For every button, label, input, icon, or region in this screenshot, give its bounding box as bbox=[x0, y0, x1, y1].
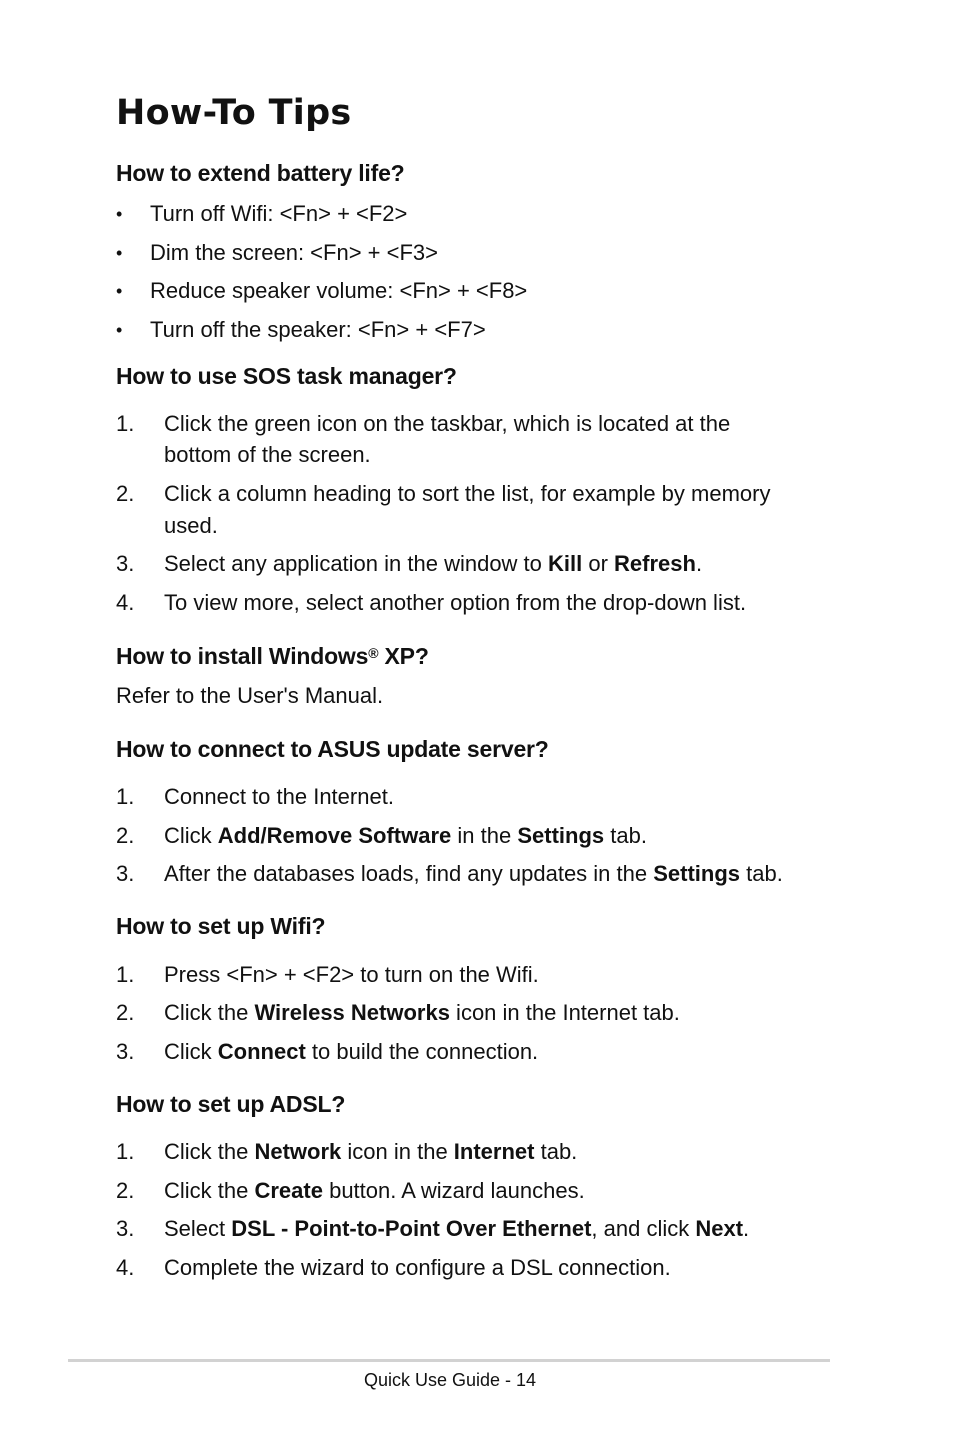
step-number: 2. bbox=[116, 481, 135, 506]
step-number: 2. bbox=[116, 1000, 135, 1025]
step-number: 3. bbox=[116, 1216, 135, 1241]
step-number: 1. bbox=[116, 1139, 135, 1164]
wifi-step-3: Click Connect to build the connection. bbox=[164, 1039, 539, 1064]
asus-step-3: After the databases loads, find any updates in the Settings tab. bbox=[164, 861, 783, 886]
adsl-step-4: Complete the wizard to configure a DSL connection. bbox=[164, 1255, 671, 1280]
step-number: 2. bbox=[116, 823, 135, 848]
sos-step-1-line-1: Click the green icon on the taskbar, which is located at the bbox=[164, 411, 731, 436]
step-number: 1. bbox=[116, 784, 135, 809]
wifi-step-1: Press <Fn> + <F2> to turn on the Wifi. bbox=[164, 962, 539, 987]
wifi-step-2: Click the Wireless Networks icon in the Internet tab. bbox=[164, 1000, 680, 1025]
asus-step-2: Click Add/Remove Software in the Settings tab. bbox=[164, 823, 647, 848]
sos-heading: How to use SOS task manager? bbox=[116, 363, 457, 389]
windows-text: Refer to the User's Manual. bbox=[116, 683, 384, 708]
step-number: 1. bbox=[116, 962, 135, 987]
adsl-step-3: Select DSL - Point-to-Point Over Ethernet, and click Next. bbox=[164, 1216, 750, 1241]
step-number: 4. bbox=[116, 1255, 135, 1280]
bullet-marker: • bbox=[116, 204, 123, 224]
step-number: 3. bbox=[116, 1039, 135, 1064]
bullet-marker: • bbox=[116, 281, 123, 301]
windows-heading: How to install Windows® XP? bbox=[116, 643, 429, 669]
step-number: 3. bbox=[116, 551, 135, 576]
sos-step-1-line-2: bottom of the screen. bbox=[164, 442, 371, 467]
step-number: 2. bbox=[116, 1178, 135, 1203]
asus-step-1: Connect to the Internet. bbox=[164, 784, 394, 809]
battery-tip-wifi: Turn off Wifi: <Fn> + <F2> bbox=[150, 201, 408, 226]
battery-heading: How to extend battery life? bbox=[116, 160, 405, 186]
adsl-step-1: Click the Network icon in the Internet tab. bbox=[164, 1139, 578, 1164]
step-number: 1. bbox=[116, 411, 135, 436]
bullet-marker: • bbox=[116, 320, 123, 340]
step-number: 3. bbox=[116, 861, 135, 886]
sos-step-4: To view more, select another option from the drop-down list. bbox=[164, 590, 747, 615]
kill-label: Kill bbox=[548, 551, 583, 576]
battery-tip-screen: Dim the screen: <Fn> + <F3> bbox=[150, 240, 438, 265]
sos-step-2-line-1: Click a column heading to sort the list, for example by memory bbox=[164, 481, 771, 506]
page-title: How-To Tips bbox=[116, 93, 352, 133]
asus-heading: How to connect to ASUS update server? bbox=[116, 736, 549, 762]
footer-divider bbox=[68, 1359, 830, 1362]
wifi-heading: How to set up Wifi? bbox=[116, 913, 326, 939]
step-number: 4. bbox=[116, 590, 135, 615]
sos-step-3: Select any application in the window to Kill or Refresh. bbox=[164, 551, 703, 576]
bullet-marker: • bbox=[116, 243, 123, 263]
battery-tip-speaker: Turn off the speaker: <Fn> + <F7> bbox=[150, 317, 486, 342]
sos-step-2-line-2: used. bbox=[164, 513, 218, 538]
page-footer: Quick Use Guide - 14 bbox=[363, 1370, 537, 1390]
refresh-label: Refresh bbox=[614, 551, 696, 576]
battery-tip-volume: Reduce speaker volume: <Fn> + <F8> bbox=[150, 278, 528, 303]
adsl-heading: How to set up ADSL? bbox=[116, 1091, 346, 1117]
adsl-step-2: Click the Create button. A wizard launches. bbox=[164, 1178, 585, 1203]
